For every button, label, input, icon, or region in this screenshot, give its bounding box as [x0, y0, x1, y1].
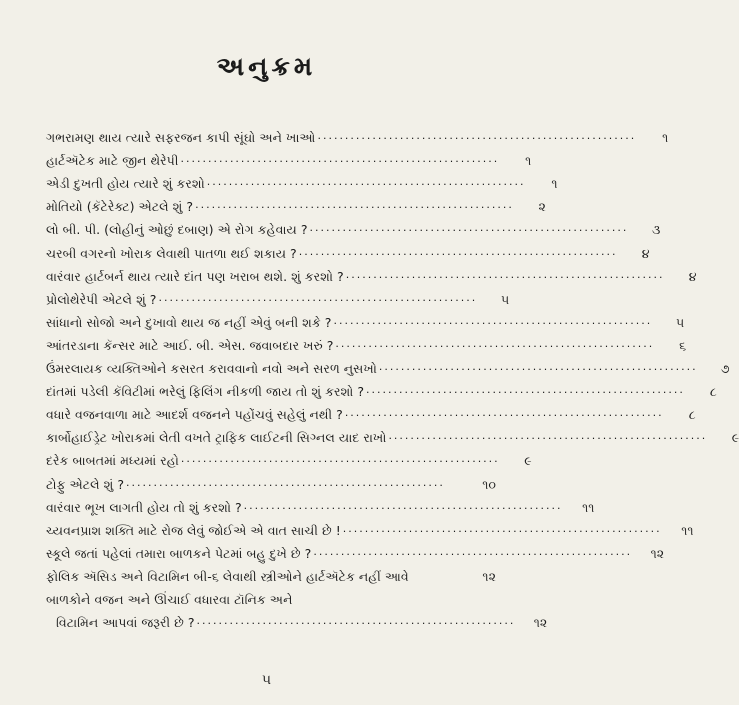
entry-title: ટોફુ એટલે શું ? — [46, 476, 125, 492]
entry-page: ૮ — [709, 384, 717, 400]
entry-title: બાળકોને વજન અને ઊંચાઈ વધારવા ટૉનિક અને — [46, 591, 293, 607]
toc-entry — [46, 284, 510, 307]
dot-leader: .......................................................... — [366, 383, 685, 397]
dot-leader: .......................................................... — [180, 452, 500, 466]
entry-page: ૧૨ — [533, 615, 548, 631]
toc-entry — [46, 353, 730, 377]
dot-leader: .......................................................... — [333, 313, 653, 327]
entry-title: વિટામિન આપવાં જરૂરી છે ? — [56, 615, 195, 631]
entry-title: દરેક બાબતમાં મધ્યમાં રહો — [46, 453, 179, 469]
entry-title: લો બી. પી. (લોહીનું ઓછું દબાણ) એ રોગ કહેવાય ? — [46, 222, 308, 238]
toc-entry — [46, 307, 685, 330]
dot-leader: .......................................................... — [342, 521, 662, 535]
entry-title: મોતિયો (કૅટેરેક્ટ) એટલે શું ? — [46, 199, 194, 215]
dot-leader: .......................................................... — [206, 175, 526, 189]
dot-leader: .......................................................... — [344, 406, 664, 420]
toc-entry — [46, 468, 496, 491]
entry-page: ૧૨ — [482, 568, 496, 584]
entry-page: ૯ — [731, 430, 739, 446]
entry-page: ૫ — [676, 314, 685, 330]
toc-entry — [46, 561, 496, 584]
toc-entry — [46, 168, 558, 192]
dot-leader: .......................................................... — [309, 221, 629, 235]
dot-leader: .......................................................... — [180, 152, 500, 166]
entry-title: સાંધાનો સોજો અને દુખાવો થાય જ નહીં એવું બની શકે ? — [46, 314, 332, 330]
entry-page: ૧ — [551, 176, 558, 192]
toc-entry — [46, 145, 532, 169]
entry-title: એડી દુખતી હોય ત્યારે શું કરશો — [46, 176, 205, 192]
entry-title: હાર્ટઍટેક માટે જીન થેરેપી — [46, 153, 179, 169]
toc-entry — [46, 399, 696, 423]
toc-entry — [46, 191, 546, 215]
dot-leader: .......................................................... — [317, 129, 637, 143]
entry-page: ૧૧ — [681, 522, 694, 538]
entry-page: ૫ — [501, 291, 510, 307]
toc-entry — [46, 330, 687, 353]
entry-title: આંતરડાના કૅન્સર માટે આઈ. બી. એસ. જવાબદાર ખરું ? — [46, 337, 334, 353]
dot-leader: .......................................................... — [378, 360, 698, 374]
toc-entry — [46, 122, 669, 146]
dot-leader: .......................................................... — [313, 544, 633, 558]
toc-entry — [46, 214, 661, 238]
entry-title: સ્કૂલે જતાં પહેલાં તમારા બાળકને પેટમાં બહુ દુખે છે ? — [46, 545, 312, 561]
entry-title: ઉંમરલાયક વ્યક્તિઓને કસરત કરાવવાનો નવો અને સરળ નુસખો — [46, 361, 377, 377]
entry-title: વારંવાર ભૂખ લાગતી હોય તો શું કરશો ? — [46, 499, 242, 515]
entry-title: ચ્યવનપ્રાશ શક્તિ માટે રોજ લેવું જોઈએ એ વાત સાચી છે ! — [46, 522, 341, 538]
toc-entry — [46, 376, 717, 400]
dot-leader: .......................................................... — [195, 198, 514, 212]
toc-entry — [46, 538, 665, 561]
entry-title: ચરબી વગરનો ખોરાક લેવાથી પાતળા થઈ શકાય ? — [46, 245, 297, 261]
entry-title: ફોલિક ઍસિડ અને વિટામિન બી-૬ લેવાથી સ્ત્રીઓને હાર્ટઍટેક નહીં આવે — [46, 568, 409, 584]
page-number: ૫ — [261, 672, 272, 688]
dot-leader: .......................................................... — [345, 267, 665, 281]
entry-page: ૪ — [641, 245, 650, 261]
dot-leader: .......................................................... — [196, 614, 516, 628]
toc-entry — [46, 584, 496, 607]
toc-entry — [46, 607, 548, 631]
dot-leader: .......................................................... — [388, 429, 708, 443]
dot-leader: .......................................................... — [243, 498, 563, 512]
entry-title: પ્રોલોથેરેપી એટલે શું ? — [46, 291, 157, 307]
entry-page: ૨ — [538, 199, 546, 215]
dot-leader: .......................................................... — [335, 336, 655, 350]
toc-entry — [46, 492, 595, 515]
table-of-contents — [46, 122, 739, 631]
dot-leader: .......................................................... — [298, 244, 618, 258]
entry-page: ૧૧ — [582, 499, 595, 515]
entry-page: ૩ — [651, 222, 661, 238]
entry-page: ૬ — [679, 337, 687, 353]
entry-title: દાંતમાં પડેલી કૅવિટીમાં ભરેલું ફિલિંગ નીકળી જાય તો શું કરશો ? — [46, 384, 365, 400]
toc-entry — [46, 237, 650, 261]
entry-title: વારંવાર હાર્ટબર્ન થાય ત્યારે દાંત પણ ખરાબ થશે. શું કરશો ? — [46, 268, 344, 284]
entry-page: ૧ — [525, 153, 532, 169]
entry-page: ૮ — [688, 407, 696, 423]
entry-page: ૧ — [662, 130, 669, 146]
dot-leader: .......................................................... — [158, 290, 478, 304]
entry-page: ૭ — [720, 361, 730, 377]
entry-title: વધારે વજનવાળા માટે આદર્શ વજનને પહોંચવું સહેલું નથી ? — [46, 407, 343, 423]
entry-page: ૧૨ — [650, 545, 665, 561]
entry-title: ગભરામણ થાય ત્યારે સફરજન કાપી સૂંઘો અને ખાઓ — [46, 130, 316, 146]
page-title: અનુક્રમ — [216, 52, 317, 82]
entry-title: કાર્બોહાઈડ્રેટ ખોરાકમાં લેતી વખતે ટ્રાફિક લાઈટની સિગ્નલ યાદ રાખો — [46, 430, 387, 446]
entry-page: ૧૦ — [482, 476, 496, 492]
entry-page: ૪ — [688, 268, 697, 284]
toc-entry — [46, 422, 739, 446]
dot-leader: .......................................................... — [126, 475, 445, 489]
entry-page: ૯ — [524, 453, 532, 469]
toc-entry — [46, 445, 532, 469]
toc-entry — [46, 261, 697, 284]
toc-entry — [46, 515, 694, 538]
